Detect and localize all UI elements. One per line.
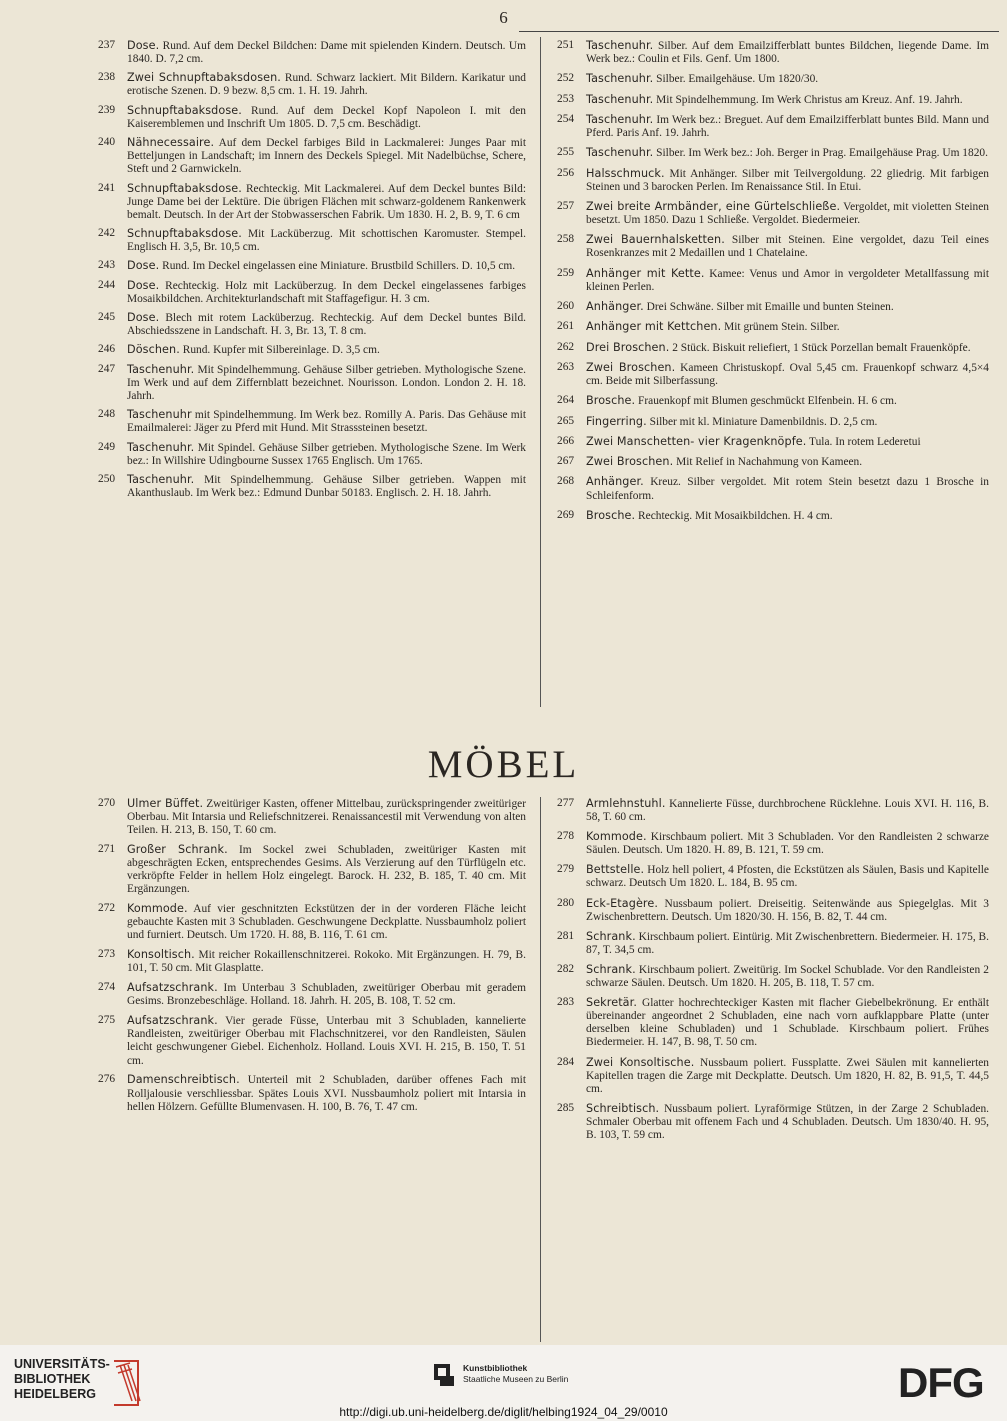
catalog-entry <box>98 441 526 468</box>
entry-body <box>586 394 989 408</box>
entry-number: 261 <box>557 320 575 333</box>
page-number: 6 <box>499 8 508 27</box>
university-emblem-icon <box>110 1357 160 1409</box>
logo-line-2: BIBLIOTHEK <box>14 1372 91 1386</box>
entry-number: 264 <box>557 394 575 407</box>
entry-description: Nussbaum poliert. Dreiseitig. Seitenwände aus Spiegelglas. Mit 3 Zwischenbrettern. Deutsch. Um 1820/30. H. 156, B. 82, T. 44 cm. <box>586 897 989 923</box>
entry-description: 2 Stück. Biskuit reliefiert, 1 Stück Porzellan bemalt Frauenköpfe. <box>672 341 971 354</box>
entry-body <box>127 136 526 176</box>
entry-description: Rechteckig. Mit Lackmalerei. Auf dem Deckel buntes Bild: Junge Dame bei der Lektüre. Die übrigen Flächen mit schwarz-goldenem Rankenwerk bemalt. Deutsch. In der Art der Stobwasserschen Fabrik. Um 1830. H. 2, B. 9, T. 6 cm <box>127 182 526 221</box>
entry-number: 260 <box>557 300 575 313</box>
entry-description: Silber mit Steinen. Eine vergoldet, dazu Teil eines Rosenkranzes mit 2 Medaillen und 1 Chatelaine. <box>586 234 989 260</box>
entry-number: 258 <box>557 233 575 246</box>
entry-number: 239 <box>98 103 116 116</box>
entry-number: 246 <box>98 343 116 356</box>
catalog-entry <box>98 843 526 896</box>
catalog-entry <box>98 71 526 98</box>
entry-body <box>586 267 989 294</box>
entry-description: Kirschbaum poliert. Mit 3 Schubladen. Vor den Randleisten 2 schwarze Säulen. Deutsch. Um 1820. H. 89, B. 121, T. 59 cm. <box>586 831 989 857</box>
entry-body <box>586 146 989 160</box>
catalog-entry <box>557 930 989 957</box>
entry-title: Großer Schrank. <box>127 843 228 857</box>
entry-title: Taschenuhr. <box>586 112 654 126</box>
entry-description: Vergoldet, mit violetten Steinen besetzt. Um 1850. Dazu 1 Schließe. Vergoldet. Biedermeier. <box>586 200 989 227</box>
entry-title: Aufsatzschrank. <box>127 981 218 995</box>
entry-body <box>586 509 989 523</box>
entry-description: Rund. Kupfer mit Silbereinlage. D. 3,5 cm. <box>182 344 380 357</box>
entry-number: 267 <box>557 455 575 468</box>
entry-number: 252 <box>557 72 575 85</box>
entry-body <box>586 415 989 429</box>
entry-description: Silber. Auf dem Emailzifferblatt buntes Bildchen, liegende Dame. Im Werk bez.: Coulin et Fils. Genf. Um 1800. <box>586 40 989 66</box>
entry-number: 273 <box>98 948 116 961</box>
entry-description: Tula. In rotem Lederetui <box>809 435 921 448</box>
kb-line-1: Kunstbibliothek <box>463 1363 528 1373</box>
entry-body <box>586 863 989 890</box>
entry-title: Eck-Etagère. <box>586 896 659 910</box>
entry-title: Schnupftabaksdose. <box>127 227 242 241</box>
entry-body <box>127 902 526 942</box>
entry-description: Unterteil mit 2 Schubladen, darüber offenes Fach mit Rolljalousie verschliessbar. Spätes Louis XVI. Nussbaumholz poliert mit Intarsia in hellen Hölzern. Gefüllte Blumenvasen. H. 100, B. 76, T. 47 cm. <box>127 1074 526 1113</box>
catalog-entry <box>557 897 989 924</box>
catalog-entry <box>557 200 989 227</box>
entry-body <box>586 341 989 355</box>
entry-title: Taschenuhr. <box>586 92 654 106</box>
entry-number: 280 <box>557 896 575 909</box>
entry-body <box>586 797 989 824</box>
logo-line-3: HEIDELBERG <box>14 1387 96 1401</box>
entry-description: Kreuz. Silber vergoldet. Mit rotem Stein besetzt dazu 1 Brosche in Schleifenform. <box>586 476 989 502</box>
entry-number: 257 <box>557 199 575 212</box>
entry-body <box>127 279 526 306</box>
catalog-entry <box>557 996 989 1049</box>
entry-title: Armlehnstuhl. <box>586 797 666 810</box>
entry-body <box>586 361 989 388</box>
entry-number: 271 <box>98 843 116 856</box>
catalog-entry <box>557 863 989 890</box>
catalog-entry <box>557 361 989 388</box>
entry-description: Mit grünem Stein. Silber. <box>724 321 840 334</box>
entry-title: Dose. <box>127 259 160 273</box>
entry-body <box>127 39 526 66</box>
catalog-entry <box>98 39 526 66</box>
entry-title: Konsoltisch. <box>127 948 195 962</box>
entry-title: Zwei Konsoltische. <box>586 1055 695 1069</box>
catalog-entry <box>98 1014 526 1067</box>
entry-title: Taschenuhr. <box>127 362 195 376</box>
entry-number: 276 <box>98 1073 116 1086</box>
entry-body <box>127 797 526 837</box>
entry-body <box>586 963 989 990</box>
entry-title: Zwei Broschen. <box>586 455 674 469</box>
entry-title: Schrank. <box>586 929 636 943</box>
catalog-entry <box>557 455 989 469</box>
catalog-entry <box>557 394 989 408</box>
entry-body <box>127 441 526 468</box>
catalog-entry <box>557 300 989 314</box>
column-divider-bottom <box>540 797 541 1342</box>
section-heading: MÖBEL <box>427 743 580 786</box>
entry-body <box>586 113 989 140</box>
column-top-left <box>98 39 526 505</box>
entry-title: Anhänger mit Kettchen. <box>586 320 722 334</box>
entry-number: 272 <box>98 902 116 915</box>
entry-body <box>127 182 526 222</box>
entry-description: Mit Spindel. Gehäuse Silber getrieben. Mythologische Szene. Im Werk bez.: In Willshire Udingbourne Sussex 1765 Englisch. Um 1765. <box>127 441 526 467</box>
entry-title: Schreibtisch. <box>586 1101 660 1115</box>
entry-title: Bettstelle. <box>586 863 645 877</box>
entry-description: Kameen Christuskopf. Oval 5,45 cm. Frauenkopf schwarz 4,5×4 cm. Beide mit Silberfassung. <box>586 361 990 388</box>
entry-body <box>586 475 989 502</box>
entry-title: Aufsatzschrank. <box>127 1014 218 1028</box>
entry-body <box>127 311 526 338</box>
catalog-entry <box>557 509 989 523</box>
entry-description: Kirschbaum poliert. Eintürig. Mit Zwischenbrettern. Biedermeier. H. 175, B. 87, T. 34,5 cm. <box>586 930 989 956</box>
entry-title: Dose. <box>127 278 160 292</box>
entry-description: Mit Lacküberzug. Mit schottischen Karomuster. Stempel. Englisch H. 3,5, Br. 10,5 cm. <box>127 228 526 254</box>
entry-body <box>586 72 989 86</box>
entry-number: 248 <box>98 408 116 421</box>
column-bottom-right <box>557 797 989 1148</box>
entry-description: Holz hell poliert, 4 Pfosten, die Eckstützen als Säulen, Basis und Kapitelle schwarz. Deutsch Um 1820. L. 184, B. 95 cm. <box>586 864 989 890</box>
entry-number: 251 <box>557 39 575 51</box>
entry-title: Sekretär. <box>586 996 637 1010</box>
catalog-entry <box>557 320 989 334</box>
entry-number: 262 <box>557 340 575 353</box>
university-library-name <box>14 1357 110 1402</box>
entry-number: 278 <box>557 830 575 843</box>
entry-body <box>127 343 526 357</box>
entry-title: Anhänger. <box>586 475 644 489</box>
entry-title: Zwei Broschen. <box>586 360 676 374</box>
entry-body <box>127 71 526 98</box>
entry-description: Auf dem Deckel farbiges Bild in Lackmalerei: Junges Paar mit Betteljungen in Landschaft; im Innern des Deckels Spiegel. Mit Nadelbüchse, Schere, Steft und 2 Garnwickeln. <box>127 137 527 176</box>
entry-body <box>586 897 989 924</box>
kunstbibliothek-logo-icon <box>432 1362 456 1388</box>
entry-description: Mit Relief in Nachahmung von Kameen. <box>676 456 863 469</box>
entry-number: 274 <box>98 981 116 994</box>
kb-line-2: Staatliche Museen zu Berlin <box>463 1374 569 1384</box>
entry-description: Zweitüriger Kasten, offener Mittelbau, zurückspringender zweitüriger Oberbau. Mit Intarsia und Reliefschnitzerei. Renaissancestil mit Verwendung von alten Teilen. H. 213, B. 150, T. 60 cm. <box>127 798 526 837</box>
entry-title: Brosche. <box>586 394 636 408</box>
catalog-entry <box>98 136 526 176</box>
catalog-entry <box>98 279 526 306</box>
entry-description: Rund. Im Deckel eingelassen eine Miniature. Brustbild Schillers. D. 10,5 cm. <box>162 260 516 273</box>
entry-description: Mit Spindelhemmung. Im Werk Christus am Kreuz. Anf. 19. Jahrh. <box>656 93 963 106</box>
catalog-entry <box>98 104 526 131</box>
entry-number: 245 <box>98 311 116 324</box>
entry-body <box>127 948 526 975</box>
entry-number: 266 <box>557 434 575 447</box>
entry-body <box>586 1056 989 1096</box>
entry-title: Taschenuhr. <box>127 472 195 486</box>
source-url[interactable]: http://digi.ub.uni-heidelberg.de/diglit/helbing1924_04_29/0010 <box>339 1405 668 1419</box>
catalog-entry <box>557 797 989 824</box>
entry-body <box>586 996 989 1049</box>
catalog-entry <box>98 1073 526 1113</box>
catalog-entry <box>557 1056 989 1096</box>
entry-number: 247 <box>98 362 116 375</box>
catalog-entry <box>557 435 989 449</box>
entry-title: Dose. <box>127 311 160 325</box>
entry-body <box>586 830 989 857</box>
entry-title: Taschenuhr. <box>127 440 195 454</box>
catalog-entry <box>98 408 526 435</box>
entry-number: 255 <box>557 146 575 159</box>
entry-body <box>586 930 989 957</box>
entry-description: Vier gerade Füsse, Unterbau mit 3 Schubladen, kannelierte Randleisten, zweitüriger Oberbau mit Flachschnitzerei, vor den Randleisten, Säulen leicht geschwungener Giebel. Eichenholz. Holland. Louis XVI. H. 215, B. 150, T. 51 cm. <box>127 1015 526 1067</box>
entry-number: 253 <box>557 92 575 105</box>
entry-title: Nähnecessaire. <box>127 136 215 150</box>
entry-title: Taschenuhr <box>127 408 192 422</box>
catalog-entry <box>98 981 526 1008</box>
entry-description: Silber. Emailgehäuse. Um 1820/30. <box>656 73 819 86</box>
kunstbibliothek-name[interactable] <box>463 1363 568 1385</box>
entry-description: Kannelierte Füsse, durchbrochene Rücklehne. Louis XVI. H. 116, B. 58, T. 60 cm. <box>586 798 989 824</box>
entry-description: Im Unterbau 3 Schubladen, zweitüriger Oberbau mit geradem Gesims. Bronzebeschläge. Holland. 18. Jahrh. H. 205, B. 108, T. 52 cm. <box>127 982 526 1008</box>
entry-body <box>586 435 989 449</box>
dfg-logo[interactable]: DFG <box>898 1359 984 1406</box>
entry-body <box>586 320 989 334</box>
entry-body <box>586 300 989 314</box>
catalog-entry <box>557 233 989 260</box>
entry-number: 243 <box>98 259 116 272</box>
entry-body <box>127 473 526 500</box>
entry-description: Rund. Auf dem Deckel Kopf Napoleon I. mit den Kaiseremblemen und Inschrift Um 1805. D. 7,5 cm. Beschädigt. <box>127 104 526 130</box>
catalog-entry <box>557 830 989 857</box>
entry-number: 249 <box>98 440 116 453</box>
entry-body <box>586 93 989 107</box>
entry-body <box>127 363 526 403</box>
column-divider-top <box>540 37 541 707</box>
entry-number: 275 <box>98 1014 116 1027</box>
catalog-entry <box>557 1102 989 1142</box>
entry-description: Mit reicher Rokaillenschnitzerei. Rokoko. Mit Ergänzungen. H. 79, B. 101, T. 50 cm. Mit Glasplatte. <box>127 949 526 975</box>
entry-number: 263 <box>557 360 575 373</box>
entry-number: 242 <box>98 227 116 240</box>
catalog-entry <box>98 227 526 254</box>
catalog-entry <box>98 902 526 942</box>
catalog-entry <box>98 948 526 975</box>
catalog-entry <box>557 267 989 294</box>
catalog-entry <box>557 341 989 355</box>
entry-body <box>127 408 526 435</box>
catalog-entry <box>98 363 526 403</box>
entry-number: 259 <box>557 266 575 279</box>
entry-title: Ulmer Büffet. <box>127 797 204 810</box>
entry-description: Blech mit rotem Lacküberzug. Rechteckig. Auf dem Deckel buntes Bild. Abschiedsszene in Landschaft. H. 3, Br. 13, T. 8 cm. <box>127 312 526 338</box>
catalog-entry <box>557 72 989 86</box>
entry-description: Rechteckig. Holz mit Lacküberzug. In dem Deckel eingelassenes farbiges Mosaikbildchen. Architekturlandschaft mit Staffagefigur. H. 3 cm. <box>127 279 526 305</box>
entry-body <box>127 1014 526 1067</box>
catalog-entry <box>98 797 526 837</box>
entry-description: Rund. Auf dem Deckel Bildchen: Dame mit spielenden Kindern. Deutsch. Um 1840. D. 7,2 cm. <box>127 40 526 66</box>
entry-description: Glatter hochrechteckiger Kasten mit flacher Giebelbekrönung. Er enthält übereinander angeordnet 2 Schubladen, eine nach vorn aufklappbare Platte (unter derselben kleine Schubladen) und 1 Schublade. Kirschbaum poliert. Frühes Biedermeier. H. 147, B. 98, T. 50 cm. <box>586 997 989 1049</box>
catalog-entry <box>557 415 989 429</box>
entry-description: Silber. Im Werk bez.: Joh. Berger in Prag. Emailgehäuse Prag. Um 1820. <box>656 147 988 160</box>
catalog-entry <box>98 473 526 500</box>
entry-title: Brosche. <box>586 508 636 522</box>
entry-number: 240 <box>98 136 116 149</box>
entry-description: Nussbaum poliert. Fussplatte. Zwei Säulen mit kannelierten Kapitellen tragen die Zarge mit Deckplatte. Deutsch. Um 1820, H. 82, B. 91,5, T. 44,5 cm. <box>586 1056 989 1095</box>
entry-body <box>586 1102 989 1142</box>
entry-description: Silber mit kl. Miniature Damenbildnis. D. 2,5 cm. <box>649 415 878 428</box>
entry-number: 285 <box>557 1101 575 1114</box>
catalog-entry <box>557 146 989 160</box>
entry-description: Mit Anhänger. Silber mit Teilvergoldung. 22 gliedrig. Mit farbigen Steinen und 3 barocken Perlen. Im Renaissance Stil. In Etui. <box>586 167 989 193</box>
entry-description: Rechteckig. Mit Mosaikbildchen. H. 4 cm. <box>638 509 833 522</box>
entry-body <box>127 981 526 1008</box>
logo-line-1: UNIVERSITÄTS- <box>14 1357 110 1371</box>
entry-description: Nussbaum poliert. Lyraförmige Stützen, in der Zarge 2 Schubladen. Schmaler Oberbau mit offenem Fach und 4 Schubladen. Deutsch. Um 1830/40. H. 95, B. 103, T. 59 cm. <box>586 1102 989 1141</box>
entry-number: 250 <box>98 472 116 485</box>
entry-title: Dose. <box>127 39 160 52</box>
entry-description: Kamee: Venus und Amor in vergoldeter Metallfassung mit kleinen Perlen. <box>586 267 989 293</box>
entry-number: 270 <box>98 797 116 809</box>
entry-title: Kommode. <box>127 902 188 916</box>
catalog-entry <box>557 475 989 502</box>
entry-number: 281 <box>557 929 575 942</box>
entry-description: Mit Spindelhemmung. Gehäuse Silber getrieben. Wappen mit Akanthuslaub. Im Werk bez.: Edmund Dunbar 50183. Englisch. 2. H. 18. Jahrh. <box>127 473 526 500</box>
entry-title: Kommode. <box>586 830 647 844</box>
catalog-entry <box>557 39 989 66</box>
university-library-logo[interactable] <box>14 1357 164 1409</box>
entry-number: 254 <box>557 112 575 125</box>
entry-title: Zwei Schnupftabaksdosen. <box>127 71 281 85</box>
entry-description: Drei Schwäne. Silber mit Emaille und bunten Steinen. <box>646 301 894 314</box>
entry-title: Schnupftabaksdose. <box>127 103 242 117</box>
entry-number: 237 <box>98 39 116 51</box>
entry-body <box>127 1073 526 1113</box>
entry-number: 282 <box>557 962 575 975</box>
entry-title: Zwei Manschetten- vier Kragenknöpfe. <box>586 434 807 448</box>
entry-title: Taschenuhr. <box>586 146 654 160</box>
catalog-entry <box>98 311 526 338</box>
header-rule <box>519 31 999 32</box>
catalog-entry <box>98 182 526 222</box>
entry-description: Im Werk bez.: Breguet. Auf dem Emailzifferblatt buntes Bild. Mann und Pferd. Paris Anf. 19. Jahrh. <box>586 113 989 140</box>
entry-number: 256 <box>557 166 575 179</box>
entry-number: 279 <box>557 863 575 876</box>
entry-title: Fingerring. <box>586 414 647 428</box>
entry-body <box>127 227 526 254</box>
catalog-entry <box>98 343 526 357</box>
entry-number: 277 <box>557 797 575 809</box>
catalog-entry <box>557 113 989 140</box>
entry-title: Drei Broschen. <box>586 340 670 354</box>
entry-body <box>586 455 989 469</box>
entry-title: Taschenuhr. <box>586 39 654 52</box>
entry-description: Kirschbaum poliert. Zweitürig. Im Sockel Schublade. Vor den Randleisten 2 schwarze Säulen. Deutsch. Um 1820. H. 205, B. 118, T. 57 cm. <box>586 963 989 990</box>
entry-title: Taschenuhr. <box>586 72 654 86</box>
entry-title: Damenschreibtisch. <box>127 1073 240 1087</box>
entry-number: 265 <box>557 414 575 427</box>
entry-description: Auf vier geschnitzten Eckstützen der in der vorderen Fläche leicht gebauchte Kasten mit 3 Schubladen. Geschwungene Deckplatte. Nussbaumholz poliert und furniert. Deutsch. Um 1720. H. 88, B. 116, T. 61 cm. <box>127 903 527 942</box>
column-bottom-left <box>98 797 526 1120</box>
entry-description: Rund. Schwarz lackiert. Mit Bildern. Karikatur und erotische Szenen. D. 9 bezw. 8,5 cm. 1. H. 19. Jahrh. <box>127 72 526 98</box>
entry-title: Döschen. <box>127 343 180 357</box>
entry-number: 269 <box>557 508 575 521</box>
entry-body <box>586 200 989 227</box>
column-top-right <box>557 39 989 529</box>
entry-title: Schnupftabaksdose. <box>127 181 242 195</box>
catalog-entry <box>557 93 989 107</box>
entry-body <box>127 259 526 273</box>
entry-number: 283 <box>557 996 575 1009</box>
entry-body <box>586 233 989 260</box>
entry-description: Mit Spindelhemmung. Gehäuse Silber getrieben. Mythologische Szene. Im Werk und auf dem Ziffernblatt bezeichnet. Nourisson. London. London 2. H. 18. Jahrh. <box>127 363 526 402</box>
entry-title: Zwei Bauernhalsketten. <box>586 233 725 247</box>
entry-body <box>127 843 526 896</box>
entry-title: Anhänger mit Kette. <box>586 266 705 280</box>
entry-body <box>586 39 989 66</box>
entry-title: Schrank. <box>586 962 636 976</box>
entry-number: 268 <box>557 475 575 488</box>
entry-description: Im Sockel zwei Schubladen, zweitüriger Kasten mit abgeschrägten Ecken, entsprechendes Gesims. Als Verzierung auf den Türflügeln etc. verkröpfte Felder in hellem Holz eingelegt. Barock. H. 232, B. 185, T. 40 cm. Mit Ergänzungen. <box>127 844 526 896</box>
entry-body <box>586 167 989 194</box>
entry-description: Frauenkopf mit Blumen geschmückt Elfenbein. H. 6 cm. <box>638 395 897 408</box>
catalog-entry <box>98 259 526 273</box>
entry-number: 241 <box>98 181 116 194</box>
entry-body <box>127 104 526 131</box>
entry-title: Zwei breite Armbänder, eine Gürtelschließe. <box>586 199 841 213</box>
entry-number: 244 <box>98 278 116 291</box>
entry-title: Anhänger. <box>586 300 644 314</box>
entry-title: Halsschmuck. <box>586 166 665 180</box>
catalog-entry <box>557 963 989 990</box>
entry-description: mit Spindelhemmung. Im Werk bez. Romilly A. Paris. Das Gehäuse mit Emailmalerei: Jäger zu Pferd mit Hund. Mit Strasssteinen besetzt. <box>127 409 526 435</box>
catalog-entry <box>557 167 989 194</box>
entry-number: 238 <box>98 71 116 84</box>
entry-number: 284 <box>557 1055 575 1068</box>
